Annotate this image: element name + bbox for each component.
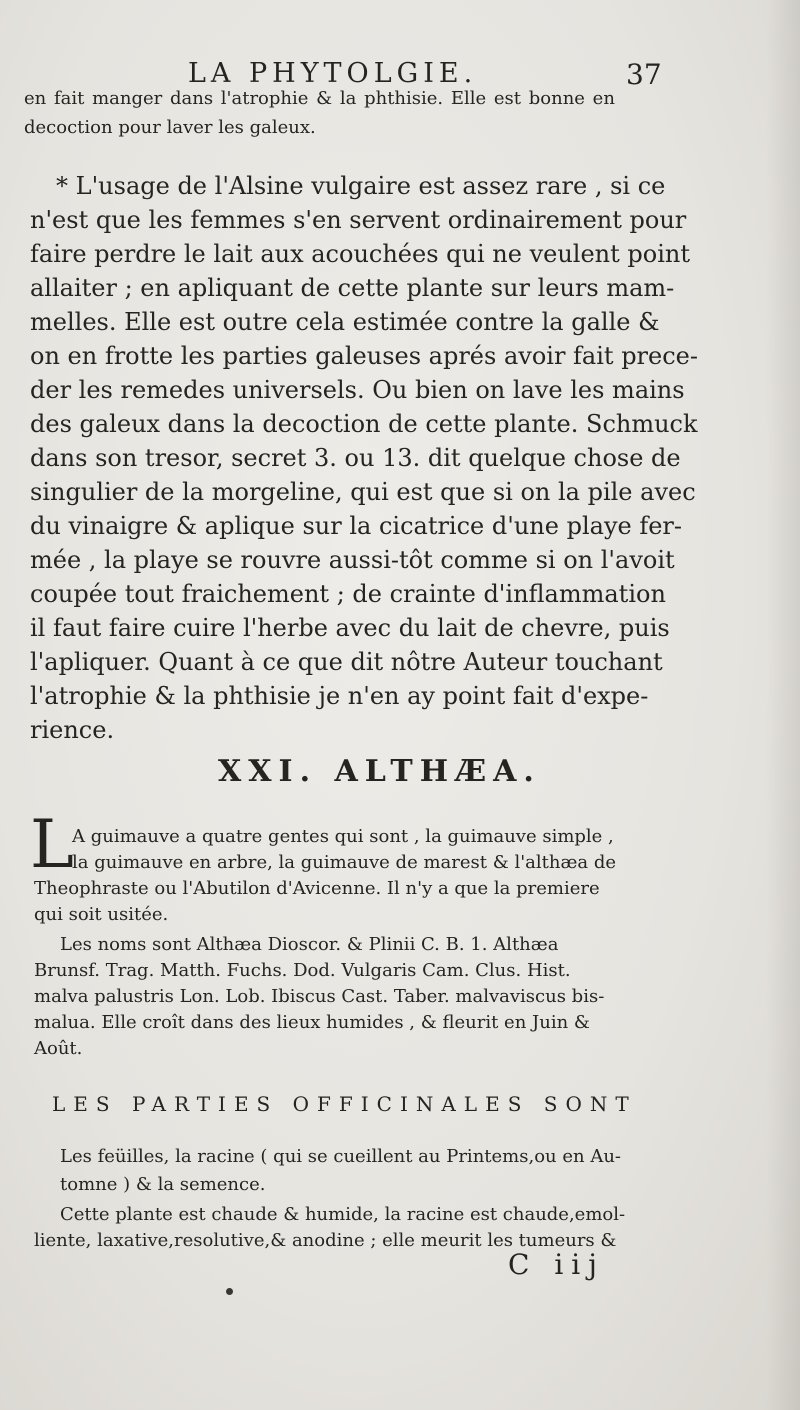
text-line: rience. <box>30 716 115 744</box>
text-line: tomne ) & la semence. <box>60 1174 266 1195</box>
text-line: la guimauve en arbre, la guimauve de marest & l'althæa de <box>72 852 617 873</box>
text-line: des galeux dans la decoction de cette plante. Schmuck <box>30 410 698 438</box>
text-line: malua. Elle croît dans des lieux humides , & fleurit en Juin & <box>34 1012 590 1033</box>
text-line: coupée tout fraichement ; de crainte d'inflammation <box>30 580 666 608</box>
text-line: du vinaigre & aplique sur la cicatrice d'une playe fer- <box>30 512 682 540</box>
text-line: Cette plante est chaude & humide, la racine est chaude,emol- <box>60 1204 626 1225</box>
text-line: l'apliquer. Quant à ce que dit nôtre Auteur touchant <box>30 648 663 676</box>
text-line: singulier de la morgeline, qui est que si on la pile avec <box>30 478 696 506</box>
running-head: LA PHYTOLGIE. <box>188 58 478 89</box>
page-number: 37 <box>626 58 662 91</box>
text-line: liente, laxative,resolutive,& anodine ; elle meurit les tumeurs & <box>34 1230 617 1251</box>
text-line: l'atrophie & la phthisie je n'en ay point fait d'expe- <box>30 682 649 710</box>
text-line: n'est que les femmes s'en servent ordinairement pour <box>30 206 687 234</box>
text-line: il faut faire cuire l'herbe avec du lait de chevre, puis <box>30 614 670 642</box>
section-title: XXI. ALTHÆA. <box>218 754 541 789</box>
text-line: qui soit usitée. <box>34 904 169 925</box>
text-line: dans son tresor, secret 3. ou 13. dit quelque chose de <box>30 444 681 472</box>
text-line: allaiter ; en apliquant de cette plante sur leurs mam- <box>30 274 675 302</box>
text-line: melles. Elle est outre cela estimée contre la galle & <box>30 308 660 336</box>
officinal-parts-heading: LES PARTIES OFFICINALES SONT <box>52 1092 637 1116</box>
text-line: Theophraste ou l'Abutilon d'Avicenne. Il n'y a que la premiere <box>34 878 600 899</box>
text-line: Les feüilles, la racine ( qui se cueillent au Printems,ou en Au- <box>60 1146 621 1167</box>
text-line: en fait manger dans l'atrophie & la phthisie. Elle est bonne en <box>24 88 615 109</box>
text-line: Août. <box>34 1038 83 1059</box>
signature-mark: C iij <box>508 1248 605 1281</box>
text-line: Les noms sont Althæa Dioscor. & Plinii C. B. 1. Althæa <box>60 934 559 955</box>
text-line: der les remedes universels. Ou bien on lave les mains <box>30 376 685 404</box>
text-line: on en frotte les parties galeuses aprés avoir fait prece- <box>30 342 698 370</box>
text-line: * L'usage de l'Alsine vulgaire est assez rare , si ce <box>56 172 666 200</box>
text-line: Brunsf. Trag. Matth. Fuchs. Dod. Vulgaris Cam. Clus. Hist. <box>34 960 571 981</box>
page-edge-shadow <box>766 0 800 1410</box>
text-line: decoction pour laver les galeux. <box>24 117 316 138</box>
text-line: malva palustris Lon. Lob. Ibiscus Cast. Taber. malvaviscus bis- <box>34 986 605 1007</box>
text-line: mée , la playe se rouvre aussi-tôt comme si on l'avoit <box>30 546 675 574</box>
ink-dot <box>226 1288 233 1295</box>
drop-cap: L <box>30 806 74 883</box>
text-line: faire perdre le lait aux acouchées qui ne veulent point <box>30 240 690 268</box>
text-line: A guimauve a quatre gentes qui sont , la guimauve simple , <box>72 826 614 847</box>
